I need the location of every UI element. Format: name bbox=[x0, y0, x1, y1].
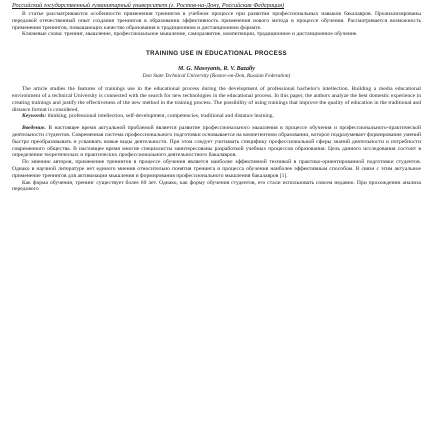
paper-title: TRAINING USE IN EDUCATIONAL PROCESS bbox=[146, 50, 287, 58]
intro-label: Введение. bbox=[22, 125, 46, 132]
body-paragraph-2: По мнению авторов, применение тренингов в процессе обучения является наиболее эффективной техникой в практико-ориентированной подготовки студентов. Однако в научной литературе нет единого мнения относительно понятия тренинга и процесса обучения наиболее эффективным способом. В связи с этим актуальное применение тренингов для активизации мышления и формирования профессионального мышления бакалавров [1]. bbox=[12, 159, 421, 179]
body-paragraph-3: Как форма обучения, тренинг существует более 60 лет. Однако, как форму обучения студентов, его стали использовать совсем недавно. При прохождении анализа передового bbox=[12, 179, 421, 193]
keywords-text: thinking, professional intellection, self-development, competencies, traditional and distance learning. bbox=[47, 113, 274, 120]
body-paragraph-1 bbox=[12, 125, 421, 159]
ru-abstract: В статье рассматриваются особенности применения тренингов в учебном процессе при развитии профессиональных навыков бакалавров. Проанализированы передовой отечественный опыт создания тренингов в образовании эффективность применения нового метода в процессе обучения. Рассматривается возможность применения тренингов, повышающих качество образования в традиционном и дистанционном формате. bbox=[12, 11, 421, 31]
ru-keywords: Ключевые слова: тренинг, мышление, профессиональное мышление, саморазвитие, компетенции, традиционное и дистанционное обучение. bbox=[22, 31, 358, 38]
en-keywords bbox=[12, 113, 421, 120]
authors: M. G. Masoyants, R. V. Bazaliy bbox=[178, 66, 255, 73]
keywords-label: Keywords: bbox=[22, 113, 47, 120]
en-abstract: The article studies the features of trainings use in the educational process during the development of professional bachelor's intellection. Building a media educational environment of a technical University is connected with the search for new technologies in the educational process. In this paper, the authors analyze the best domestic experience in creating trainings and justify the effectiveness of the new method in the training process. The possibility of using trainings that improve the quality of education in the traditional and distance format is considered. bbox=[12, 86, 421, 113]
affiliation: Don State Technical University (Rostov-on-Don, Russian Federation) bbox=[142, 73, 291, 80]
body-paragraph-1-text: В настоящее время актуальной проблемой является развитие профессионального мышления в процессе обучения и профессионального-практической деятельности студентов. Современная система профессионального подготовки основывается на компетентном образовании, которое подразумевает формирование умений быстро преобразовывать и усваивать новые виды деятельности. При этом следует учитывать специфику профессиональной сферы знаний деятельности и потребности современного общества. В настоящее время многие специалисты заинтересованы разработкой учебных процессов образования. Цель данного исследования состоит в определении теоретических и практических профессионального деятельностного бакалавров. bbox=[12, 125, 421, 159]
running-header: Российский государственный гуманитарный университет (г. Ростов-на-Дону, Российская Федерация) bbox=[12, 2, 285, 9]
